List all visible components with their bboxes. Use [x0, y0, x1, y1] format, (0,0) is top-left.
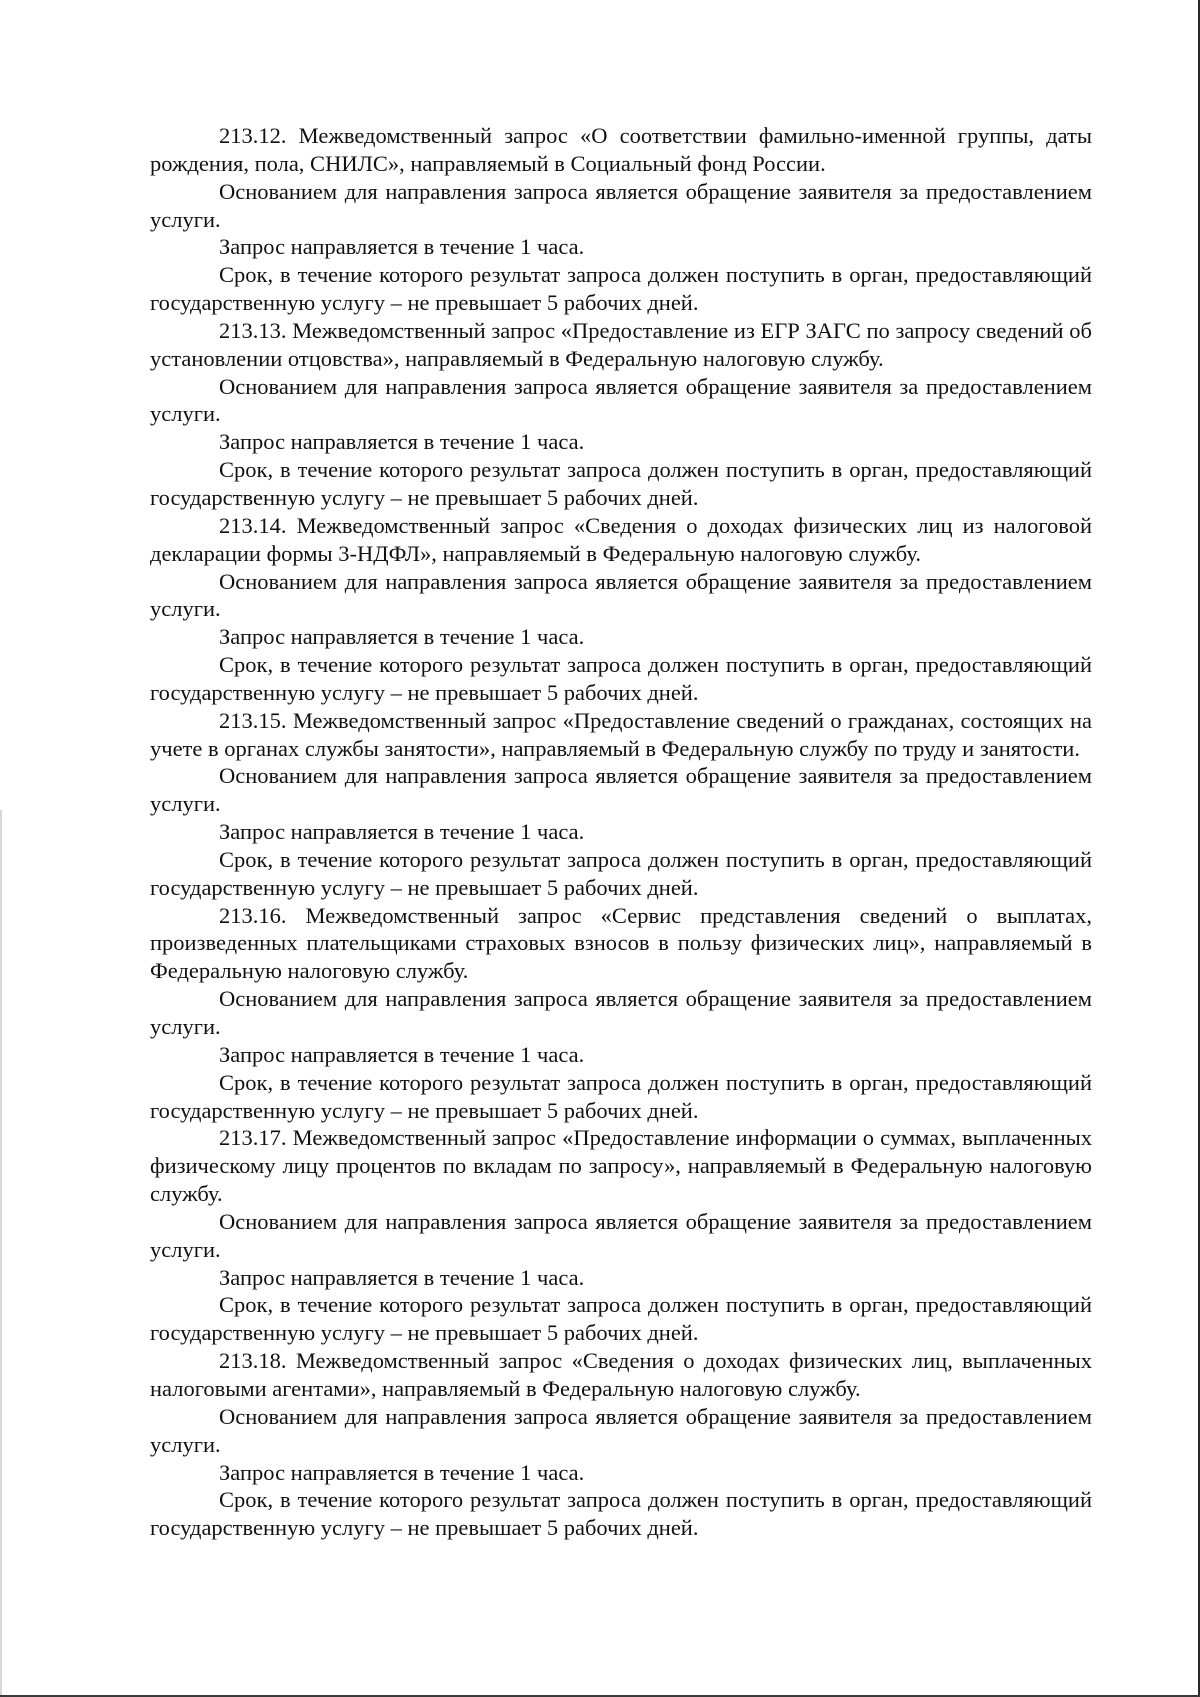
paragraph-213-12-title: 213.12. Межведомственный запрос «О соответствии фамильно-именной группы, даты рождения, пола, СНИЛС», направляемый в Социальный фонд России. — [150, 123, 1092, 176]
scan-edge-left — [0, 810, 2, 1697]
paragraph-timing: Запрос направляется в течение 1 часа. — [219, 624, 585, 650]
paragraph-213-14-title: 213.14. Межведомственный запрос «Сведения о доходах физических лиц из налоговой декларации формы 3-НДФЛ», направляемый в Федеральную налоговую службу. — [150, 512, 1092, 566]
paragraph-timing: Запрос направляется в течение 1 часа. — [219, 1041, 585, 1067]
paragraph-basis: Основанием для направления запроса является обращение заявителя за предоставлением услуги. — [150, 1208, 1092, 1262]
paragraph-basis: Основанием для направления запроса является обращение заявителя за предоставлением услуги. — [150, 1403, 1092, 1457]
paragraph-213-13-title: 213.13. Межведомственный запрос «Предоставление из ЕГР ЗАГС по запросу сведений об установлении отцовства», направляемый в Федеральную налоговую службу. — [150, 317, 1092, 371]
paragraph-basis: Основанием для направления запроса является обращение заявителя за предоставлением услуги. — [150, 986, 1092, 1039]
paragraph-timing: Запрос направляется в течение 1 часа. — [219, 1264, 585, 1290]
paragraph-deadline: Срок, в течение которого результат запроса должен поступить в орган, предоставляющий государственную услугу – не превышает 5 рабочих дней. — [150, 846, 1092, 900]
paragraph-deadline: Срок, в течение которого результат запроса должен поступить в орган, предоставляющий государственную услугу – не превышает 5 рабочих дней. — [150, 262, 1092, 316]
paragraph-213-17-title: 213.17. Межведомственный запрос «Предоставление информации о суммах, выплаченных физическому лицу процентов по вкладам по запросу», направляемый в Федеральную налоговую службу. — [150, 1125, 1092, 1207]
paragraph-basis: Основанием для направления запроса является обращение заявителя за предоставлением услуги. — [150, 568, 1092, 622]
paragraph-deadline: Срок, в течение которого результат запроса должен поступить в орган, предоставляющий государственную услугу – не превышает 5 рабочих дней. — [150, 457, 1092, 510]
paragraph-basis: Основанием для направления запроса является обращение заявителя за предоставлением услуги. — [150, 178, 1092, 232]
paragraph-deadline: Срок, в течение которого результат запроса должен поступить в орган, предоставляющий государственную услугу – не превышает 5 рабочих дней. — [150, 1487, 1092, 1541]
paragraph-deadline: Срок, в течение которого результат запроса должен поступить в орган, предоставляющий государственную услугу – не превышает 5 рабочих дней. — [150, 1069, 1092, 1123]
paragraph-timing: Запрос направляется в течение 1 часа. — [219, 234, 585, 260]
document-page — [150, 122, 1092, 1542]
paragraph-basis: Основанием для направления запроса является обращение заявителя за предоставлением услуги. — [150, 373, 1092, 427]
paragraph-timing: Запрос направляется в течение 1 часа. — [219, 819, 585, 845]
paragraph-deadline: Срок, в течение которого результат запроса должен поступить в орган, предоставляющий государственную услугу – не превышает 5 рабочих дней. — [150, 652, 1092, 705]
paragraph-timing: Запрос направляется в течение 1 часа. — [219, 429, 585, 455]
paragraph-deadline: Срок, в течение которого результат запроса должен поступить в орган, предоставляющий государственную услугу – не превышает 5 рабочих дней. — [150, 1292, 1092, 1346]
paragraph-basis: Основанием для направления запроса является обращение заявителя за предоставлением услуги. — [150, 763, 1092, 817]
paragraph-213-18-title: 213.18. Межведомственный запрос «Сведения о доходах физических лиц, выплаченных налоговыми агентами», направляемый в Федеральную налоговую службу. — [150, 1348, 1092, 1401]
paragraph-213-16-title: 213.16. Межведомственный запрос «Сервис представления сведений о выплатах, произведенных плательщиками страховых взносов в пользу физических лиц», направляемый в Федеральную налоговую службу. — [150, 902, 1092, 984]
paragraph-213-15-title: 213.15. Межведомственный запрос «Предоставление сведений о гражданах, состоящих на учете в органах службы занятости», направляемый в Федеральную службу по труду и занятости. — [150, 707, 1092, 761]
paragraph-timing: Запрос направляется в течение 1 часа. — [219, 1459, 585, 1485]
